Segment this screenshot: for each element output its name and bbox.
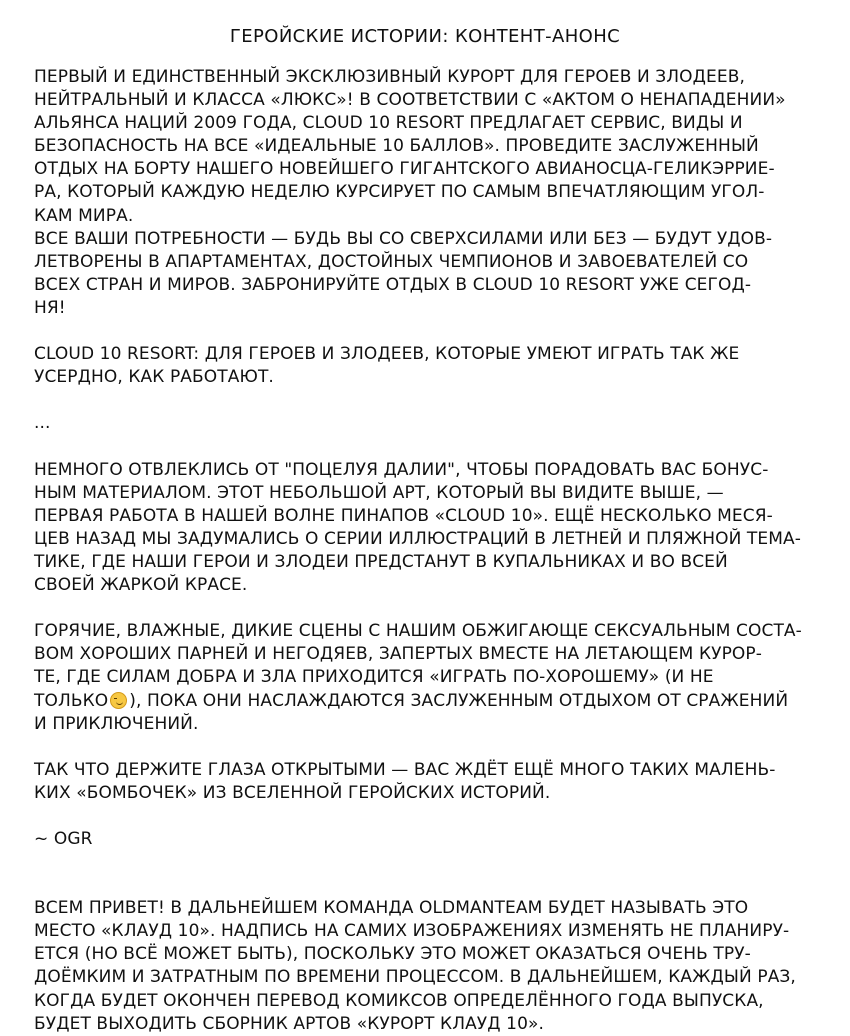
text-line: МЕСТО «КЛАУД 10». НАДПИСЬ НА САМИХ ИЗОБРАЖЕНИЯХ ИЗМЕНЯТЬ НЕ ПЛАНИРУ- bbox=[34, 921, 790, 942]
ellipsis-separator: ... bbox=[34, 413, 51, 434]
text-line: ДОЁМКИМ И ЗАТРАТНЫМ ПО ВРЕМЕНИ ПРОЦЕССОМ. В ДАЛЬНЕЙШЕМ, КАЖДЫЙ РАЗ, bbox=[34, 967, 796, 988]
text-line: ТИКЕ, ГДЕ НАШИ ГЕРОИ И ЗЛОДЕИ ПРЕДСТАНУТ В КУПАЛЬНИКАХ И ВО ВСЕЙ bbox=[34, 551, 728, 572]
text-line: БЕЗОПАСНОСТЬ НА ВСЕ «ИДЕАЛЬНЫЕ 10 БАЛЛОВ». ПРОВЕДИТЕ ЗАСЛУЖЕННЫЙ bbox=[34, 136, 759, 157]
text-line: КАМ МИРА. bbox=[34, 205, 134, 226]
text-line: НЕМНОГО ОТВЛЕКЛИСЬ ОТ "ПОЦЕЛУЯ ДАЛИИ", ЧТОБЫ ПОРАДОВАТЬ ВАС БОНУС- bbox=[34, 459, 769, 480]
smirk-emoji-icon bbox=[110, 692, 127, 709]
text-line: ГОРЯЧИЕ, ВЛАЖНЫЕ, ДИКИЕ СЦЕНЫ С НАШИМ ОБЖИГАЮЩЕ СЕКСУАЛЬНЫМ СОСТА- bbox=[34, 621, 802, 642]
text-line: СВОЕЙ ЖАРКОЙ КРАСЕ. bbox=[34, 575, 248, 596]
text-line-with-emoji bbox=[34, 690, 834, 713]
paragraph-spacer bbox=[34, 389, 834, 412]
document-title: ГЕРОЙСКИЕ ИСТОРИИ: КОНТЕНТ-АНОНС bbox=[229, 26, 621, 47]
text-fragment: ТОЛЬКО bbox=[34, 690, 109, 711]
text-line: ТАК ЧТО ДЕРЖИТЕ ГЛАЗА ОТКРЫТЫМИ — ВАС ЖДЁТ ЕЩЁ МНОГО ТАКИХ МАЛЕНЬ- bbox=[34, 759, 776, 780]
text-line: КОГДА БУДЕТ ОКОНЧЕН ПЕРЕВОД КОМИКСОВ ОПРЕДЕЛЁННОГО ГОДА ВЫПУСКА, bbox=[34, 990, 764, 1011]
paragraph-hot-scenes bbox=[34, 620, 834, 735]
paragraph-slogan bbox=[34, 343, 834, 389]
text-line: КИХ «БОМБОЧЕК» ИЗ ВСЕЛЕННОЙ ГЕРОЙСКИХ ИСТОРИЙ. bbox=[34, 782, 551, 803]
text-line: ОТДЫХ НА БОРТУ НАШЕГО НОВЕЙШЕГО ГИГАНТСКОГО АВИАНОСЦА-ГЕЛИКЭРРИЕ- bbox=[34, 159, 775, 180]
text-line: ВОМ ХОРОШИХ ПАРНЕЙ И НЕГОДЯЕВ, ЗАПЕРТЫХ ВМЕСТЕ НА ЛЕТАЮЩЕМ КУРОР- bbox=[34, 644, 762, 665]
paragraph-bonus-material bbox=[34, 459, 834, 598]
text-line: ВСЕХ СТРАН И МИРОВ. ЗАБРОНИРУЙТЕ ОТДЫХ В CLOUD 10 RESORT УЖЕ СЕГОД- bbox=[34, 274, 752, 295]
paragraph-resort-announcement bbox=[34, 66, 834, 320]
paragraph-spacer bbox=[34, 805, 834, 828]
text-line: НЕЙТРАЛЬНЫЙ И КЛАССА «ЛЮКС»! В СООТВЕТСТВИИ С «АКТОМ О НЕНАПАДЕНИИ» bbox=[34, 90, 786, 111]
signature: ~ OGR bbox=[34, 829, 93, 850]
paragraph-spacer bbox=[34, 736, 834, 759]
text-line: ПЕРВЫЙ И ЕДИНСТВЕННЫЙ ЭКСКЛЮЗИВНЫЙ КУРОРТ ДЛЯ ГЕРОЕВ И ЗЛОДЕЕВ, bbox=[34, 67, 745, 87]
paragraph-spacer bbox=[34, 436, 834, 459]
paragraph-spacer bbox=[34, 851, 834, 897]
paragraph-spacer bbox=[34, 597, 834, 620]
paragraph-translator-note bbox=[34, 897, 834, 1036]
text-line: РА, КОТОРЫЙ КАЖДУЮ НЕДЕЛЮ КУРСИРУЕТ ПО САМЫМ ВПЕЧАТЛЯЮЩИМ УГОЛ- bbox=[34, 182, 765, 203]
text-line: УСЕРДНО, КАК РАБОТАЮТ. bbox=[34, 367, 274, 388]
text-line: ТЕ, ГДЕ СИЛАМ ДОБРА И ЗЛА ПРИХОДИТСЯ «ИГРАТЬ ПО-ХОРОШЕМУ» (И НЕ bbox=[34, 667, 714, 688]
text-line: НЫМ МАТЕРИАЛОМ. ЭТОТ НЕБОЛЬШОЙ АРТ, КОТОРЫЙ ВЫ ВИДИТЕ ВЫШЕ, — bbox=[34, 482, 724, 503]
text-line: CLOUD 10 RESORT: ДЛЯ ГЕРОЕВ И ЗЛОДЕЕВ, КОТОРЫЕ УМЕЮТ ИГРАТЬ ТАК ЖЕ bbox=[34, 344, 740, 365]
paragraph-stay-tuned bbox=[34, 759, 834, 805]
text-line: ЦЕВ НАЗАД МЫ ЗАДУМАЛИСЬ О СЕРИИ ИЛЛЮСТРАЦИЙ В ЛЕТНЕЙ И ПЛЯЖНОЙ ТЕМА- bbox=[34, 528, 801, 549]
text-line: БУДЕТ ВЫХОДИТЬ СБОРНИК АРТОВ «КУРОРТ КЛАУД 10». bbox=[34, 1013, 544, 1034]
text-line: АЛЬЯНСА НАЦИЙ 2009 ГОДА, CLOUD 10 RESORT ПРЕДЛАГАЕТ СЕРВИС, ВИДЫ И bbox=[34, 113, 743, 134]
text-fragment: ), ПОКА ОНИ НАСЛАЖДАЮТСЯ ЗАСЛУЖЕННЫМ ОТДЫХОМ ОТ СРАЖЕНИЙ bbox=[129, 690, 789, 711]
text-line: И ПРИКЛЮЧЕНИЙ. bbox=[34, 713, 199, 734]
text-line: ВСЕ ВАШИ ПОТРЕБНОСТИ — БУДЬ ВЫ СО СВЕРХСИЛАМИ ИЛИ БЕЗ — БУДУТ УДОВ- bbox=[34, 228, 773, 249]
text-line: ВСЕМ ПРИВЕТ! В ДАЛЬНЕЙШЕМ КОМАНДА OLDMANTEAM БУДЕТ НАЗЫВАТЬ ЭТО bbox=[34, 898, 749, 919]
paragraph-spacer bbox=[34, 320, 834, 343]
text-line: ПЕРВАЯ РАБОТА В НАШЕЙ ВОЛНЕ ПИНАПОВ «CLOUD 10». ЕЩЁ НЕСКОЛЬКО МЕСЯ- bbox=[34, 505, 773, 526]
text-line: ЕТСЯ (НО ВСЁ МОЖЕТ БЫТЬ), ПОСКОЛЬКУ ЭТО МОЖЕТ ОКАЗАТЬСЯ ОЧЕНЬ ТРУ- bbox=[34, 944, 751, 965]
text-line: ЛЕТВОРЕНЫ В АПАРТАМЕНТАХ, ДОСТОЙНЫХ ЧЕМПИОНОВ И ЗАВОЕВАТЕЛЕЙ СО bbox=[34, 251, 749, 272]
document-body bbox=[34, 66, 834, 1036]
text-line: НЯ! bbox=[34, 297, 66, 318]
